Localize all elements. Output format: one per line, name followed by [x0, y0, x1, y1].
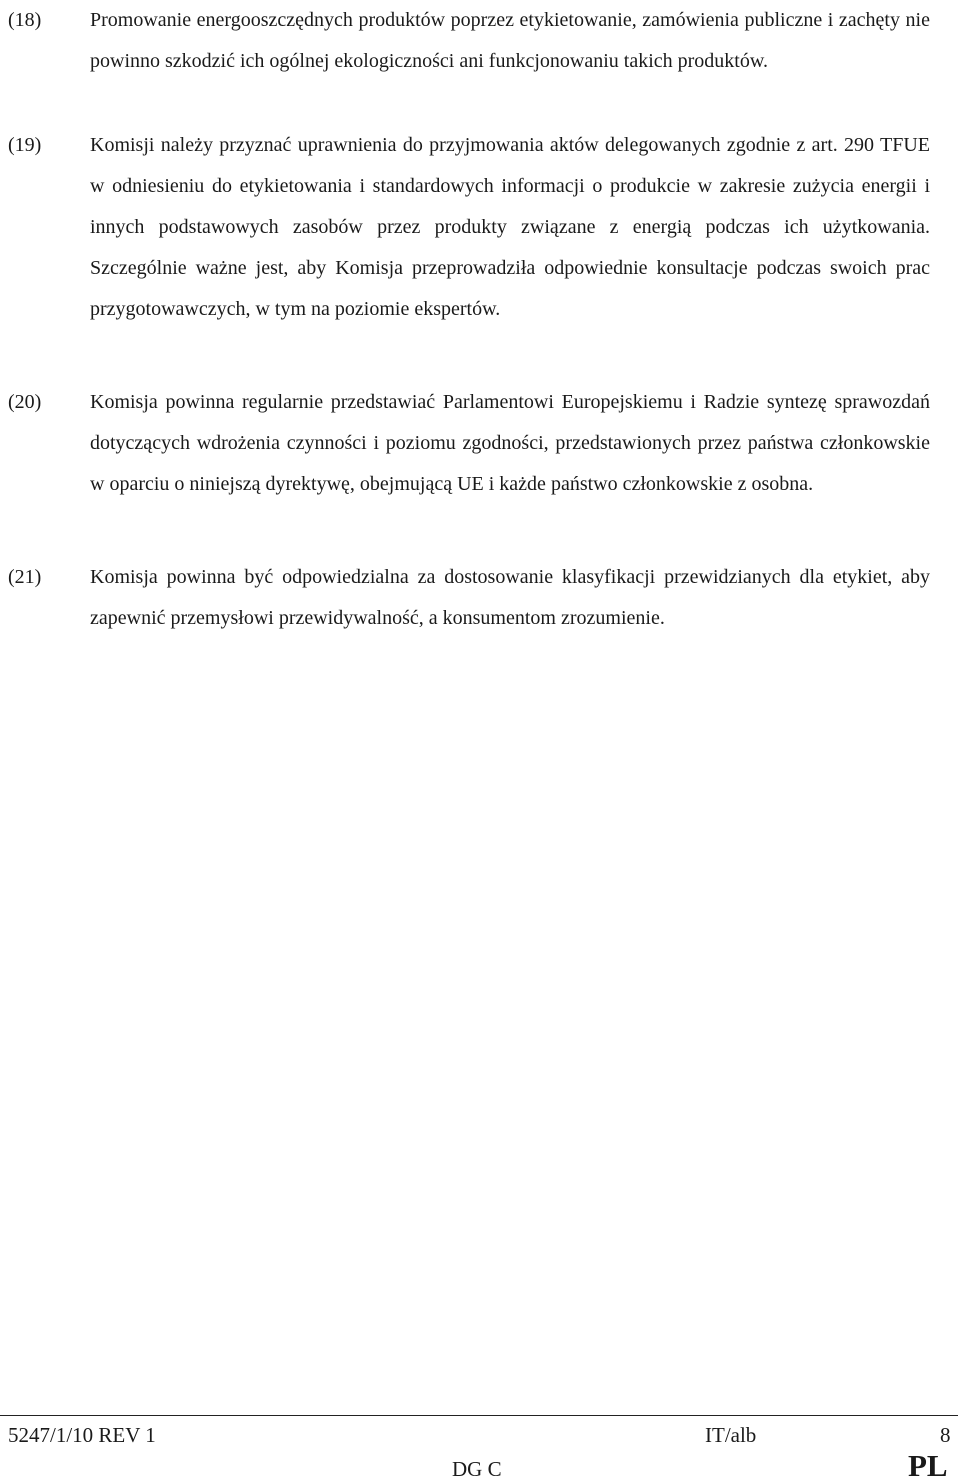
footer-directorate: DG C	[452, 1457, 502, 1481]
recital-text: Komisja powinna być odpowiedzialna za dostosowanie klasyfikacji przewidzianych dla etykiet, aby zapewnić przemysłowi przewidywalność, a konsumentom zrozumienie.	[90, 566, 930, 629]
footer-language-code: PL	[908, 1448, 948, 1483]
footer-page-number: 8	[940, 1423, 951, 1447]
footer-document-ref: 5247/1/10 REV 1	[8, 1423, 156, 1447]
footer-divider	[0, 1415, 958, 1416]
recital-number: (18)	[8, 9, 42, 31]
recital-text: Komisja powinna regularnie przedstawiać Parlamentowi Europejskiemu i Radzie syntezę sprawozdań dotyczących wdrożenia czynności i poziomu zgodności, przedstawionych przez państwa członkowskie w oparciu o niniejszą dyrektywę, obejmującą UE i każde państwo członkowskie z osobna.	[90, 391, 930, 495]
recital-text: Komisji należy przyznać uprawnienia do przyjmowania aktów delegowanych zgodnie z art. 290 TFUE w odniesieniu do etykietowania i standardowych informacji o produkcie w zakresie zużycia energii i innych podstawowych zasobów przez produkty związane z energią podczas ich użytkowania. Szczególnie ważne jest, aby Komisja przeprowadziła odpowiednie konsultacje podczas swoich prac przygotowawczych, w tym na poziomie ekspertów.	[90, 134, 930, 320]
recital-number: (19)	[8, 134, 42, 156]
recital-number: (21)	[8, 566, 42, 588]
recital-text: Promowanie energooszczędnych produktów poprzez etykietowanie, zamówienia publiczne i zachęty nie powinno szkodzić ich ogólnej ekologiczności ani funkcjonowaniu takich produktów.	[90, 9, 930, 72]
recital-number: (20)	[8, 391, 42, 413]
footer-initials: IT/alb	[705, 1423, 757, 1447]
